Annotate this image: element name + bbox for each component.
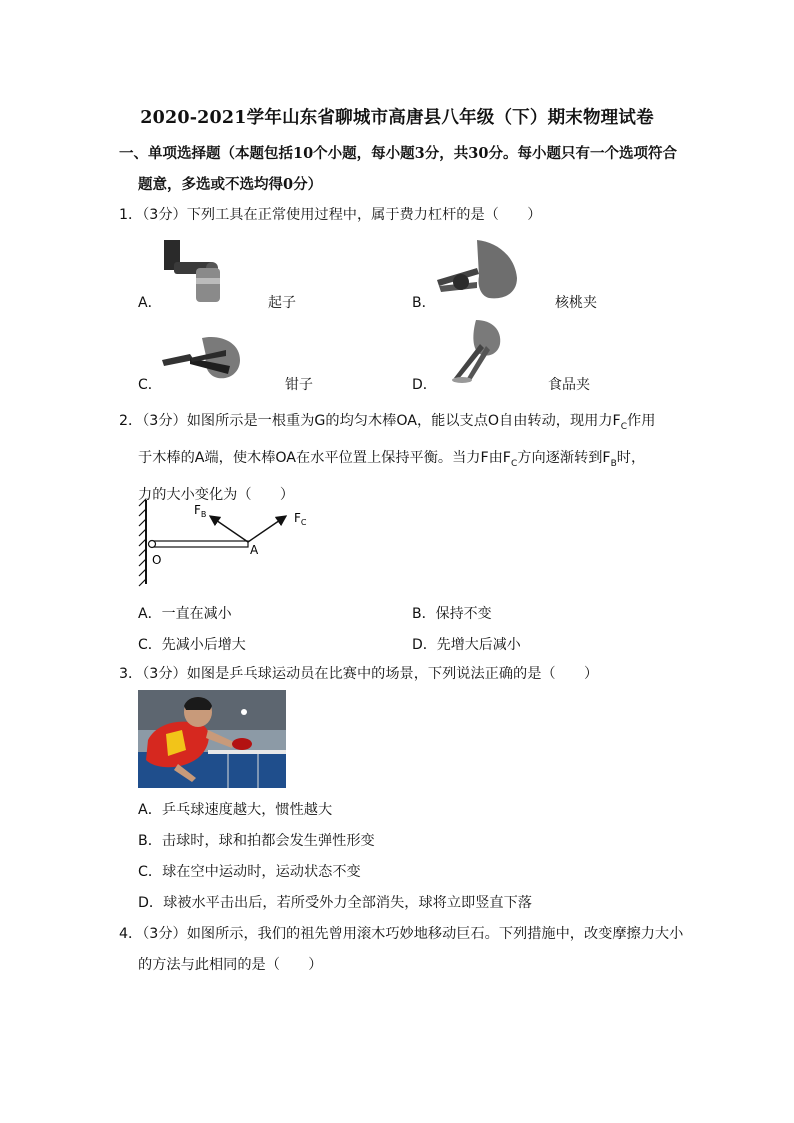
q3-option-d: D．球被水平击出后，若所受外力全部消失，球将立即竖直下落 xyxy=(138,895,532,911)
question-1-stem: 1．（3分）下列工具在正常使用过程中，属于费力杠杆的是（ ） xyxy=(119,207,542,223)
q4-line2: 的方法与此相同的是（ ） xyxy=(138,957,323,973)
label-o: O xyxy=(152,553,162,567)
q2-option-d-text: 先增大后减小 xyxy=(436,637,521,653)
svg-text:FB xyxy=(194,503,206,519)
pliers-image xyxy=(160,332,242,384)
section-heading xyxy=(119,138,699,200)
question-2-stem xyxy=(119,406,689,511)
q3-option-a: A．乒乓球速度越大，惯性越大 xyxy=(138,802,333,818)
label-fc: F xyxy=(294,511,301,525)
q2-option-a xyxy=(138,603,232,623)
question-3-stem: 3．（3分）如图是乒乓球运动员在比赛中的场景，下列说法正确的是（ ） xyxy=(119,666,599,682)
q2-option-a-letter: A． xyxy=(138,606,162,622)
question-4-stem xyxy=(119,919,689,981)
q2-line3: 力的大小变化为（ ） xyxy=(138,486,295,503)
q3-options xyxy=(119,795,689,919)
wooden-rod xyxy=(152,541,248,547)
q2-line2-b: 方向逐渐转到F xyxy=(517,449,611,466)
q1-option-d-letter: D． xyxy=(412,377,437,393)
q2-line1-text: 2．（3分）如图所示是一根重为G的均匀木棒OA，能以支点O自由转动，现用力F xyxy=(119,413,621,429)
q2-option-c-text: 先减小后增大 xyxy=(161,637,246,653)
wall xyxy=(139,499,146,586)
q1-option-a-letter: A． xyxy=(138,295,162,311)
q2-line1-sub: C xyxy=(620,421,628,432)
q2-option-b xyxy=(412,603,492,623)
q1-option-b-letter: B． xyxy=(412,295,436,311)
q2-option-c xyxy=(138,634,246,654)
svg-text:FC xyxy=(294,511,307,527)
nutcracker-image xyxy=(437,238,521,302)
q3-option-c: C．球在空中运动时，运动状态不变 xyxy=(138,864,361,880)
q2-line1-end: 作用 xyxy=(627,413,656,429)
q1-option-c-label: 钳子 xyxy=(285,377,313,393)
section-heading-line1: 一、单项选择题（本题包括10个小题，每小题3分，共30分。每小题只有一个选项符合 xyxy=(119,145,677,162)
q2-option-a-text: 一直在减小 xyxy=(161,606,232,622)
q1-option-b-label: 核桃夹 xyxy=(555,295,597,311)
q2-option-b-letter: B． xyxy=(412,606,436,622)
q2-option-d-letter: D． xyxy=(412,637,437,653)
label-a: A xyxy=(250,543,259,557)
q2-line2-sub1: C xyxy=(510,458,518,469)
q2-line1 xyxy=(119,406,689,443)
food-tongs-image xyxy=(440,320,506,384)
q2-option-c-letter: C． xyxy=(138,637,162,653)
q2-option-d xyxy=(412,634,521,654)
label-fc-sub: C xyxy=(300,518,307,527)
q2-line2-a: 于木棒的A端，使木棒OA在水平位置上保持平衡。当力F由F xyxy=(138,449,511,466)
section-heading-line2: 题意，多选或不选均得0分） xyxy=(138,176,323,193)
pivot-o xyxy=(149,541,156,548)
q1-option-d-label: 食品夹 xyxy=(548,377,590,393)
force-fb-arrow xyxy=(210,516,248,542)
lever-diagram xyxy=(136,496,326,588)
q1-option-c-letter: C． xyxy=(138,377,162,393)
q2-line2-sub2: B xyxy=(610,458,617,469)
q2-option-b-text: 保持不变 xyxy=(435,606,492,622)
q2-line2 xyxy=(119,443,689,480)
bottle-opener-image xyxy=(160,238,226,304)
label-fb: F xyxy=(194,503,201,517)
page-title: 2020-2021学年山东省聊城市高唐县八年级（下）期末物理试卷 xyxy=(140,108,654,128)
q3-option-b: B．击球时，球和拍都会发生弹性形变 xyxy=(138,833,375,849)
label-fb-sub: B xyxy=(200,510,207,519)
force-fc-arrow xyxy=(248,516,286,542)
q1-option-a-label: 起子 xyxy=(268,295,296,311)
q4-line1: 4．（3分）如图所示，我们的祖先曾用滚木巧妙地移动巨石。下列措施中，改变摩擦力大小 xyxy=(119,926,684,942)
table-tennis-photo xyxy=(138,690,286,788)
q2-line2-c: 时， xyxy=(616,449,646,466)
